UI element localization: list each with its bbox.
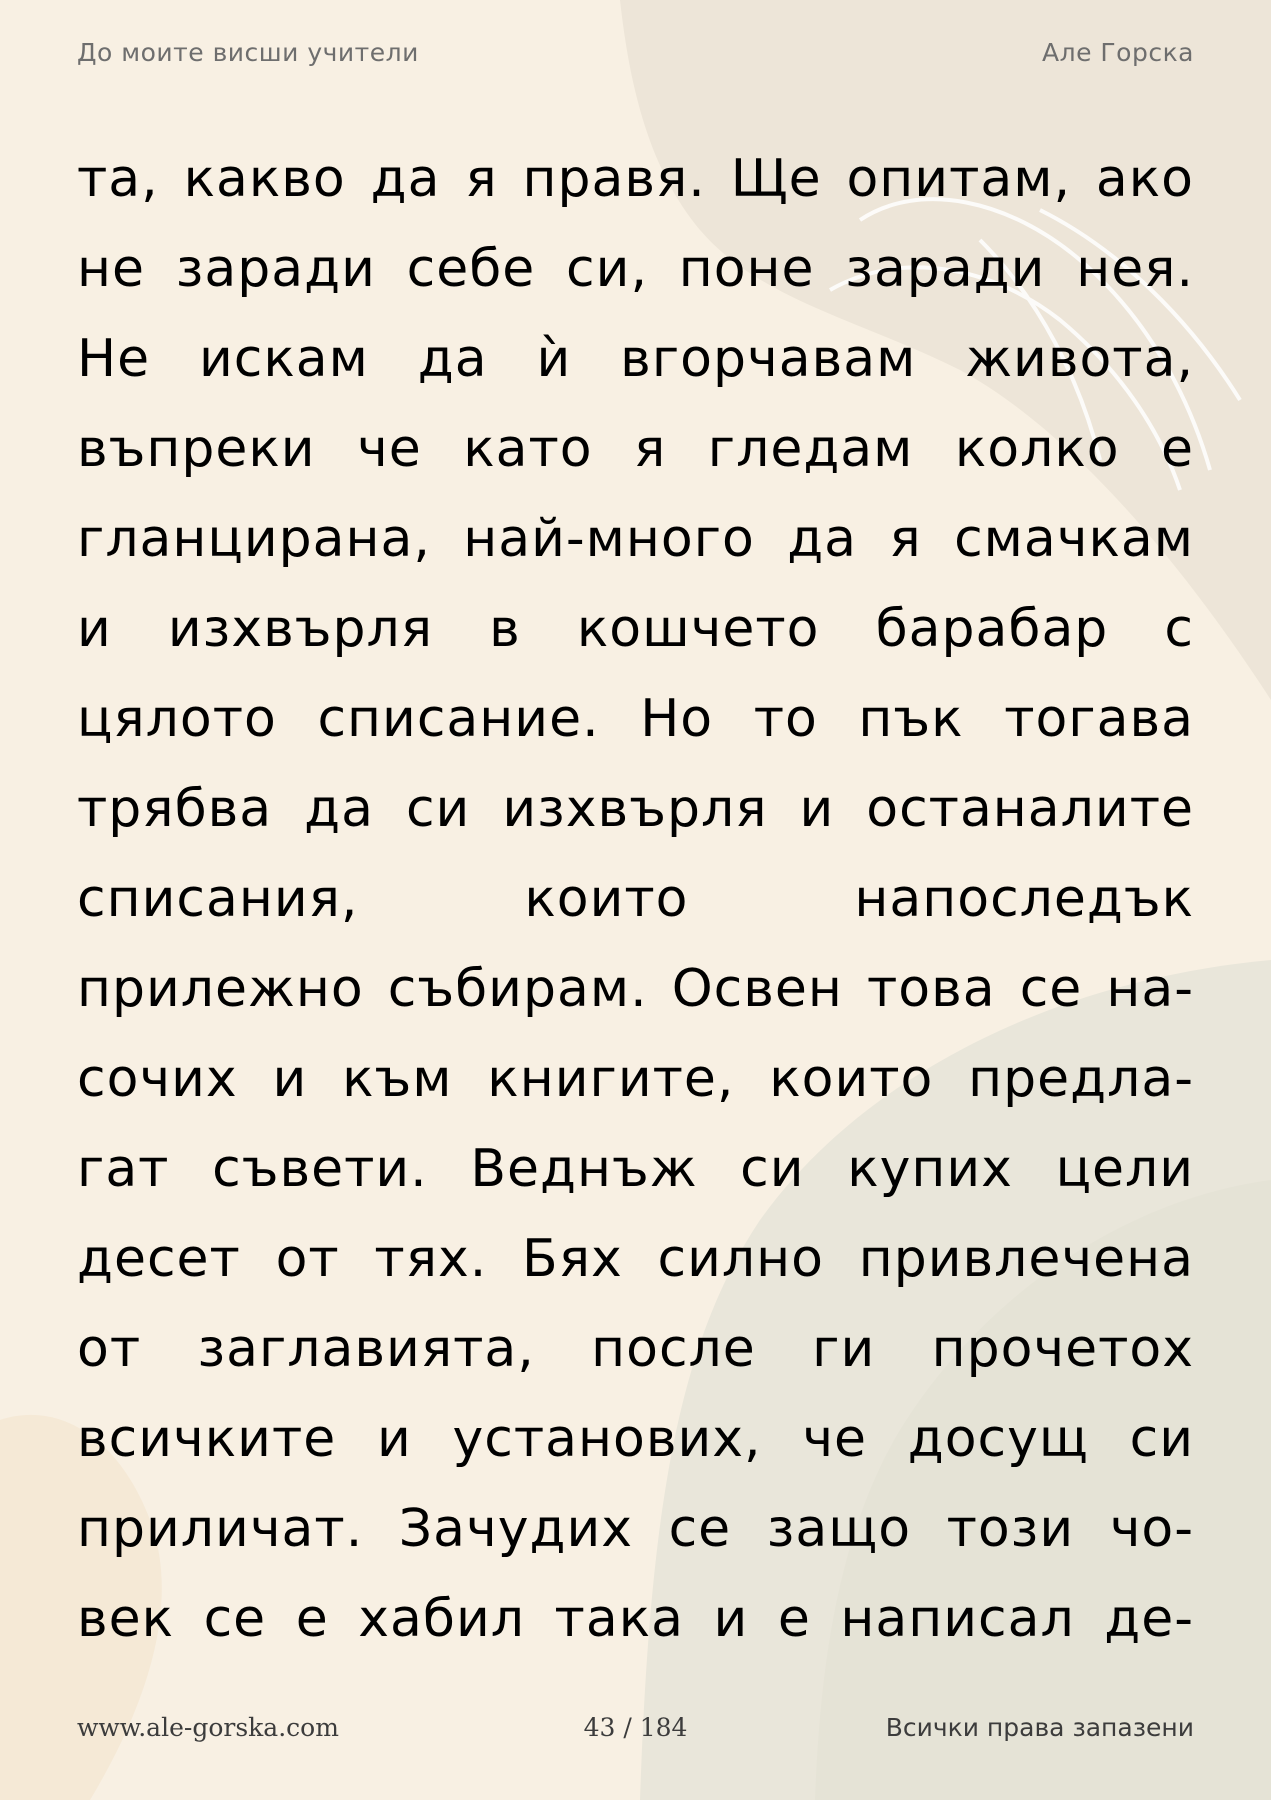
book-title: До моите висши учители (77, 37, 419, 67)
text-line: гланцирана, най-много да я смачкам (77, 509, 1194, 569)
page-footer (77, 1713, 1194, 1749)
text-line: всичките и установих, че досущ си (77, 1409, 1194, 1469)
text-line: та, какво да я правя. Ще опитам, ако (77, 149, 1194, 209)
page-number: 43 / 184 (583, 1713, 688, 1742)
text-line: век се е хабил така и е написал де- (77, 1589, 1194, 1649)
text-line: приличат. Зачудих се защо този чо- (77, 1499, 1194, 1559)
text-line: сочих и към книгите, които предла- (77, 1049, 1194, 1109)
text-line: и изхвърля в кошчето барабар с (77, 599, 1194, 659)
text-line: гат съвети. Веднъж си купих цели (77, 1139, 1194, 1199)
text-line: Не искам да ѝ вгорчавам живота, (77, 329, 1194, 389)
copyright-notice: Всички права запазени (885, 1713, 1194, 1742)
text-line: прилежно събирам. Освен това се на- (77, 959, 1194, 1019)
text-line: десет от тях. Бях силно привлечена (77, 1229, 1194, 1289)
text-line: от заглавията, после ги прочетох (77, 1319, 1194, 1379)
text-line: въпреки че като я гледам колко е (77, 419, 1194, 479)
page-header (77, 36, 1194, 68)
text-line: не заради себе си, поне заради нея. (77, 239, 1194, 299)
body-text (77, 134, 1194, 1664)
author-name: Але Горска (1042, 37, 1194, 67)
text-line: списания, които напоследък (77, 869, 1194, 929)
website-link[interactable]: www.ale-gorska.com (77, 1713, 339, 1742)
text-line: цялото списание. Но то пък тогава (77, 689, 1194, 749)
text-line: трябва да си изхвърля и останалите (77, 779, 1194, 839)
